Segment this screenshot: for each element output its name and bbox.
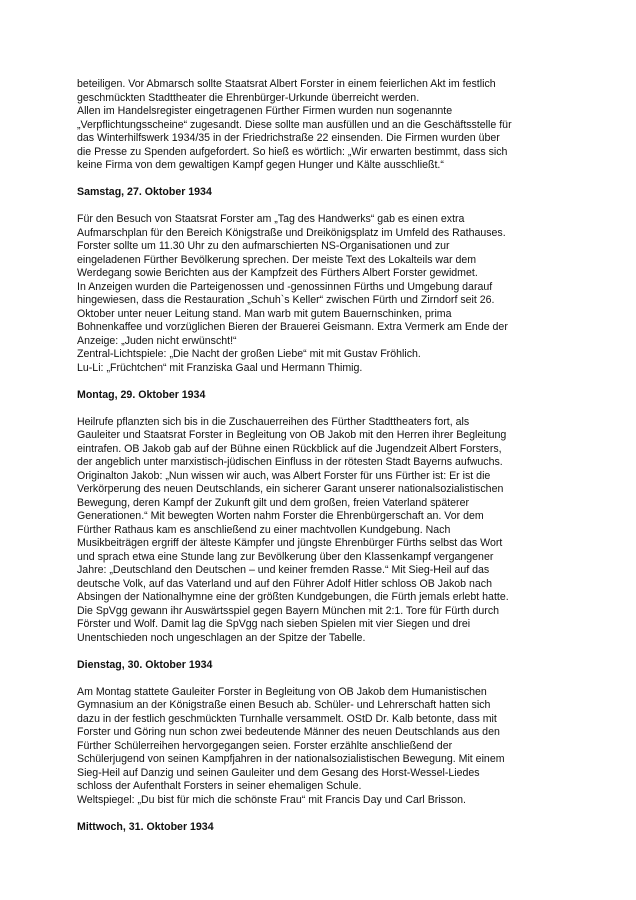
intro-paragraph: beteiligen. Vor Abmarsch sollte Staatsrat Albert Forster in einem feierlichen Akt im festlich geschmückten Stadttheater die Ehrenbürger-Urkunde überreicht werden. Allen im Handelsregister eingetragenen Fürther Firmen wurden nun sogenannte „Verpflichtungsscheine“ zugesandt. Diese sollte man ausfüllen und an die Geschäftsstelle für das Winterhilfswerk 1934/35 in der Friedrichstraße 22 einsenden. Die Firmen wurden über die Presse zu Spenden aufgefordert. So hieß es wörtlich: „Wir erwarten bestimmt, dass sich keine Firma von dem gewaltigen Kampf gegen Hunger und Kälte ausschließt.“: [77, 78, 512, 171]
paragraph-gap: [77, 402, 562, 416]
paragraph-gap: [77, 672, 562, 686]
monday-paragraph: Heilrufe pflanzten sich bis in die Zuschauerreihen des Fürther Stadttheaters fort, als Gauleiter und Staatsrat Forster in Begleitung von OB Jakob mit den Herren ihrer Begleitung eintrafen. OB Jakob gab auf der Bühne einen Rückblick auf die Jugendzeit Albert Forsters, der angeblich unter marxistisch-jüdischen Einfluss in der rötesten Stadt Bayerns aufwuchs. Originalton Jakob: „Nun wissen wir auch, was Albert Forster für uns Fürther ist: Er ist die Verkörperung des neuen Deutschlands, ein sicherer Garant unserer nationalsozialistischen Bewegung, deren Kampf der Zukunft gilt und dem großen, freien Vaterland späterer Generationen.“ Mit bewegten Worten nahm Forster die Ehrenbürgerschaft an. Vor dem Fürther Rathaus kam es anschließend zu einer machtvollen Kundgebung. Nach Musikbeiträgen ergriff der älteste Kämpfer und jüngste Ehrenbürger Fürths selbst das Wort und sprach etwa eine Stunde lang zur Bevölkerung über den Klassenkampf vergangener Jahre: „Deutschland den Deutschen – und keiner fremden Rasse.“ Mit Sieg-Heil auf das deutsche Volk, auf das Vaterland und auf den Führer Adolf Hitler schloss OB Jakob nach Absingen der Nationalhymne eine der größten Kundgebungen, die Fürth jemals erlebt hatte. Die SpVgg gewann ihr Auswärtsspiel gegen Bayern München mit 2:1. Tore für Fürth durch Förster und Wolf. Damit lag die SpVgg nach sieben Spielen mit vier Siegen und drei Unentschieden noch ungeschlagen an der Spitze der Tabelle.: [77, 415, 509, 644]
paragraph-gap: [77, 200, 562, 214]
heading-tuesday-30-october: Dienstag, 30. Oktober 1934: [77, 658, 213, 671]
paragraph-gap: [77, 807, 562, 821]
paragraph-gap: [77, 375, 562, 389]
paragraph-gap: [77, 645, 562, 659]
saturday-paragraph: Für den Besuch von Staatsrat Forster am „Tag des Handwerks“ gab es einen extra Aufmarschplan für den Bereich Königstraße und Dreikönigsplatz im Umfeld des Rathauses. Forster sollte um 11.30 Uhr zu den aufmarschierten NS-Organisationen und zur eingeladenen Fürther Bevölkerung sprechen. Der meiste Text des Lokalteils war dem Werdegang sowie Berichten aus der Kampfzeit des Fürthers Albert Forster gewidmet. In Anzeigen wurden die Parteigenossen und -genossinnen Fürths und Umgebung darauf hingewiesen, dass die Restauration „Schuh`s Keller“ zwischen Fürth und Zirndorf seit 26. Oktober unter neuer Leitung stand. Man warb mit gutem Bauernschinken, prima Bohnenkaffee und vorzüglichen Bieren der Brauerei Geismann. Extra Vermerk am Ende der Anzeige: „Juden nicht erwünscht!“ Zentral-Lichtspiele: „Die Nacht der großen Liebe“ mit mit Gustav Fröhlich. Lu-Li: „Früchtchen“ mit Franziska Gaal und Hermann Thimig.: [77, 213, 508, 374]
document-page: [77, 78, 562, 834]
tuesday-paragraph: Am Montag stattete Gauleiter Forster in Begleitung von OB Jakob dem Humanistischen Gymnasium an der Königstraße einen Besuch ab. Schüler- und Lehrerschaft hatten sich dazu in der festlich geschmückten Turnhalle versammelt. OStD Dr. Kalb betonte, dass mit Forster und Göring nun schon zwei bedeutende Männer des neuen Deutschlands aus den Fürther Schülerreihen hervorgegangen seien. Forster erzählte anschließend der Schülerjugend von seinen Kampfjahren in der nationalsozialistischen Bewegung. Mit einem Sieg-Heil auf Danzig und seinen Gauleiter und dem Gesang des Horst-Wessel-Liedes schloss der Aufenthalt Forsters in seiner ehemaligen Schule. Weltspiegel: „Du bist für mich die schönste Frau“ mit Francis Day und Carl Brisson.: [77, 685, 505, 806]
heading-monday-29-october: Montag, 29. Oktober 1934: [77, 388, 206, 401]
heading-saturday-27-october: Samstag, 27. Oktober 1934: [77, 186, 212, 198]
paragraph-gap: [77, 173, 562, 187]
heading-wednesday-31-october: Mittwoch, 31. Oktober 1934: [77, 820, 214, 833]
